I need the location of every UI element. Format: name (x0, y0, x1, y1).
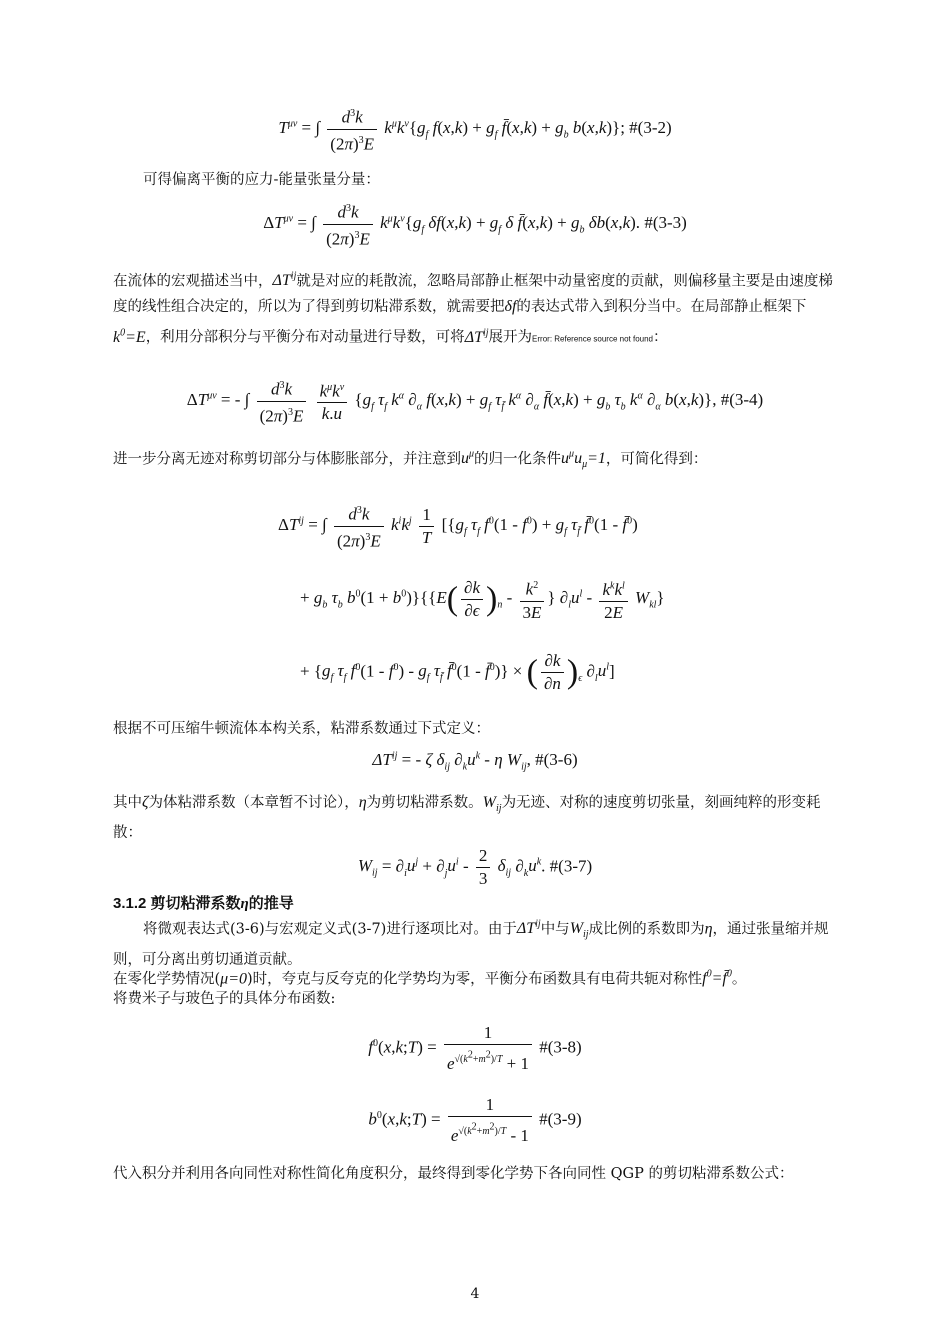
equation-3-5-line-1: $\Delta T^{ij}$ = ∫ $\frac{d^3k}{(2\pi)^3E}$ $k^ik^j$ $\frac{1}{T}$ [{$g_f$ $\tau_f$ $f^0(1 - f^0) + g_f$ $\tau_{f̄}$ f̄$^0$(1 - f̄$^0$) (278, 500, 918, 552)
broken-reference: Error: Reference source not found (532, 334, 653, 344)
equation-tag: #(3-3) (644, 213, 687, 233)
equation-tag: #(3-9) (539, 1109, 582, 1129)
paragraph: 将微观表达式(3-6)与宏观定义式(3-7)进行逐项比对。由于$\Delta T^{ij}$中与$W_{ij}$成比例的系数即为η，通过张量缩并规则，可分离出剪切通道贡献。 (113, 919, 829, 968)
paragraph: 在流体的宏观描述当中，$\Delta T^{ij}$就是对应的耗散流，忽略局部静止框架中动量密度的贡献，则偏移量主要是由速度梯度的线性组合决定的，所以为了得到剪切粘滞系数，就需要把δf的表达式带入到积分当中。在局部静止框架下$k^0=E$，利用分部积分与平衡分布对动量进行导数，可将$\Delta T^{ij}$展开为Error: Reference source not found： (113, 271, 833, 346)
equation-3-9: $b^0(x,k;T)$ = $\frac{1}{e^{√(k^2+m^2)/T} - 1}$ #(3-9) (368, 1095, 582, 1145)
paragraph: 在零化学势情况(μ=0)时，夸克与反夸克的化学势均为零，平衡分布函数具有电荷共轭对称性$f^0=f̄^0$。 (113, 969, 747, 988)
equation-tag: #(3-6) (535, 750, 578, 769)
paragraph: 其中ζ为体粘滞系数（本章暂不讨论），η为剪切粘滞系数。$W_{ij}$为无迹、对称的速度剪切张量，刻画纯粹的形变耗散： (113, 794, 821, 842)
paragraph: 代入积分并利用各向同性对称性简化角度积分，最终得到零化学势下各向同性 QGP 的剪切粘滞系数公式： (113, 1166, 794, 1182)
page-number: 4 (470, 1286, 480, 1302)
paragraph: 将费米子与玻色子的具体分布函数: (113, 991, 336, 1007)
equation-tag: #(3-7) (549, 856, 593, 876)
equation-3-4: $\Delta T^{\mu\nu}$ = - ∫ $\frac{d^3k}{(2\pi)^3E}$ $\frac{k^\mu k^\nu}{k.u}$ {$g_f$ $\tau_f$ $k^\alpha$ $\partial_\alpha$ $f(x,k) + g_f$ $\tau_{f̄}$ $k^\alpha$ $\partial_\alpha$ f̄(x,k) + $g_b$ $\tau_b$ $k^\alpha$ $\partial_\alpha$ b(x,k)}, #(3-4) (0, 375, 950, 427)
equation-3-5-line-2: + $g_b$ $\tau_b$ $b^0(1 + b^0)\}\{\{E$( $\frac{\partial k}{\partial\epsilon}$ )$_n$ - $\frac{k^2}{3E}$ } $\partial_lu^l$ - $\frac{k^kk^l}{2E}$ $W_{kl}$} (300, 575, 920, 624)
equation-3-8: $f^0(x,k;T)$ = $\frac{1}{e^{√(k^2+m^2)/T} + 1}$ #(3-8) (368, 1023, 582, 1073)
equation-tag: #(3-2) (629, 118, 672, 138)
paragraph: 进一步分离无迹对称剪切部分与体膨胀部分，并注意到$u^\mu$的归一化条件$u^\mu u_\mu=1$，可简化得到： (113, 449, 708, 471)
equation-3-2: $T^{\mu\nu}$ = ∫ $\frac{d^3k}{(2\pi)^3E}$ $k^\mu k^\nu\{g_f$ $f(x,k) + g_f$ f̄(x,k) + $g_b$ b(x,k)}; #(3-2) (0, 103, 950, 155)
equation-3-7: $W_{ij} = \partial_iu^j + \partial_ju^i$ - $\frac{2}{3}$ $\delta_{ij}$ $\partial_ku^k$. #(3-7) (357, 846, 593, 888)
paragraph: 根据不可压缩牛顿流体本构关系，粘滞系数通过下式定义： (113, 721, 490, 737)
equation-tag: #(3-8) (539, 1037, 582, 1057)
equation-3-6: $\Delta T^{ij}$ = - ζ $\delta_{ij}$ $\partial_ku^k$ - η $W_{ij}$, #(3-6) (372, 750, 578, 773)
section-heading: 3.1.2 剪切粘滞系数η的推导 (113, 895, 294, 912)
equation-3-5-line-3: + {$g_f$ $\tau_f$ $f^0(1 - f^0) - g_f$ $\tau_{f̄}$ f̄$^0$(1 - f̄$^0$)} × ( $\frac{\partial k}{\partial n}$ )$_\epsilon$ $\partial_lu^l$] (300, 651, 615, 693)
equation-3-3: $\Delta T^{\mu\nu}$ = ∫ $\frac{d^3k}{(2\pi)^3E}$ $k^\mu k^\nu\{g_f$ $\delta f(x,k) + g_f$ δ f̄(x,k) + $g_b$ δb(x,k). #(3-3) (0, 198, 950, 250)
paragraph: 可得偏离平衡的应力-能量张量分量： (143, 172, 380, 188)
equation-tag: #(3-4) (720, 390, 764, 410)
